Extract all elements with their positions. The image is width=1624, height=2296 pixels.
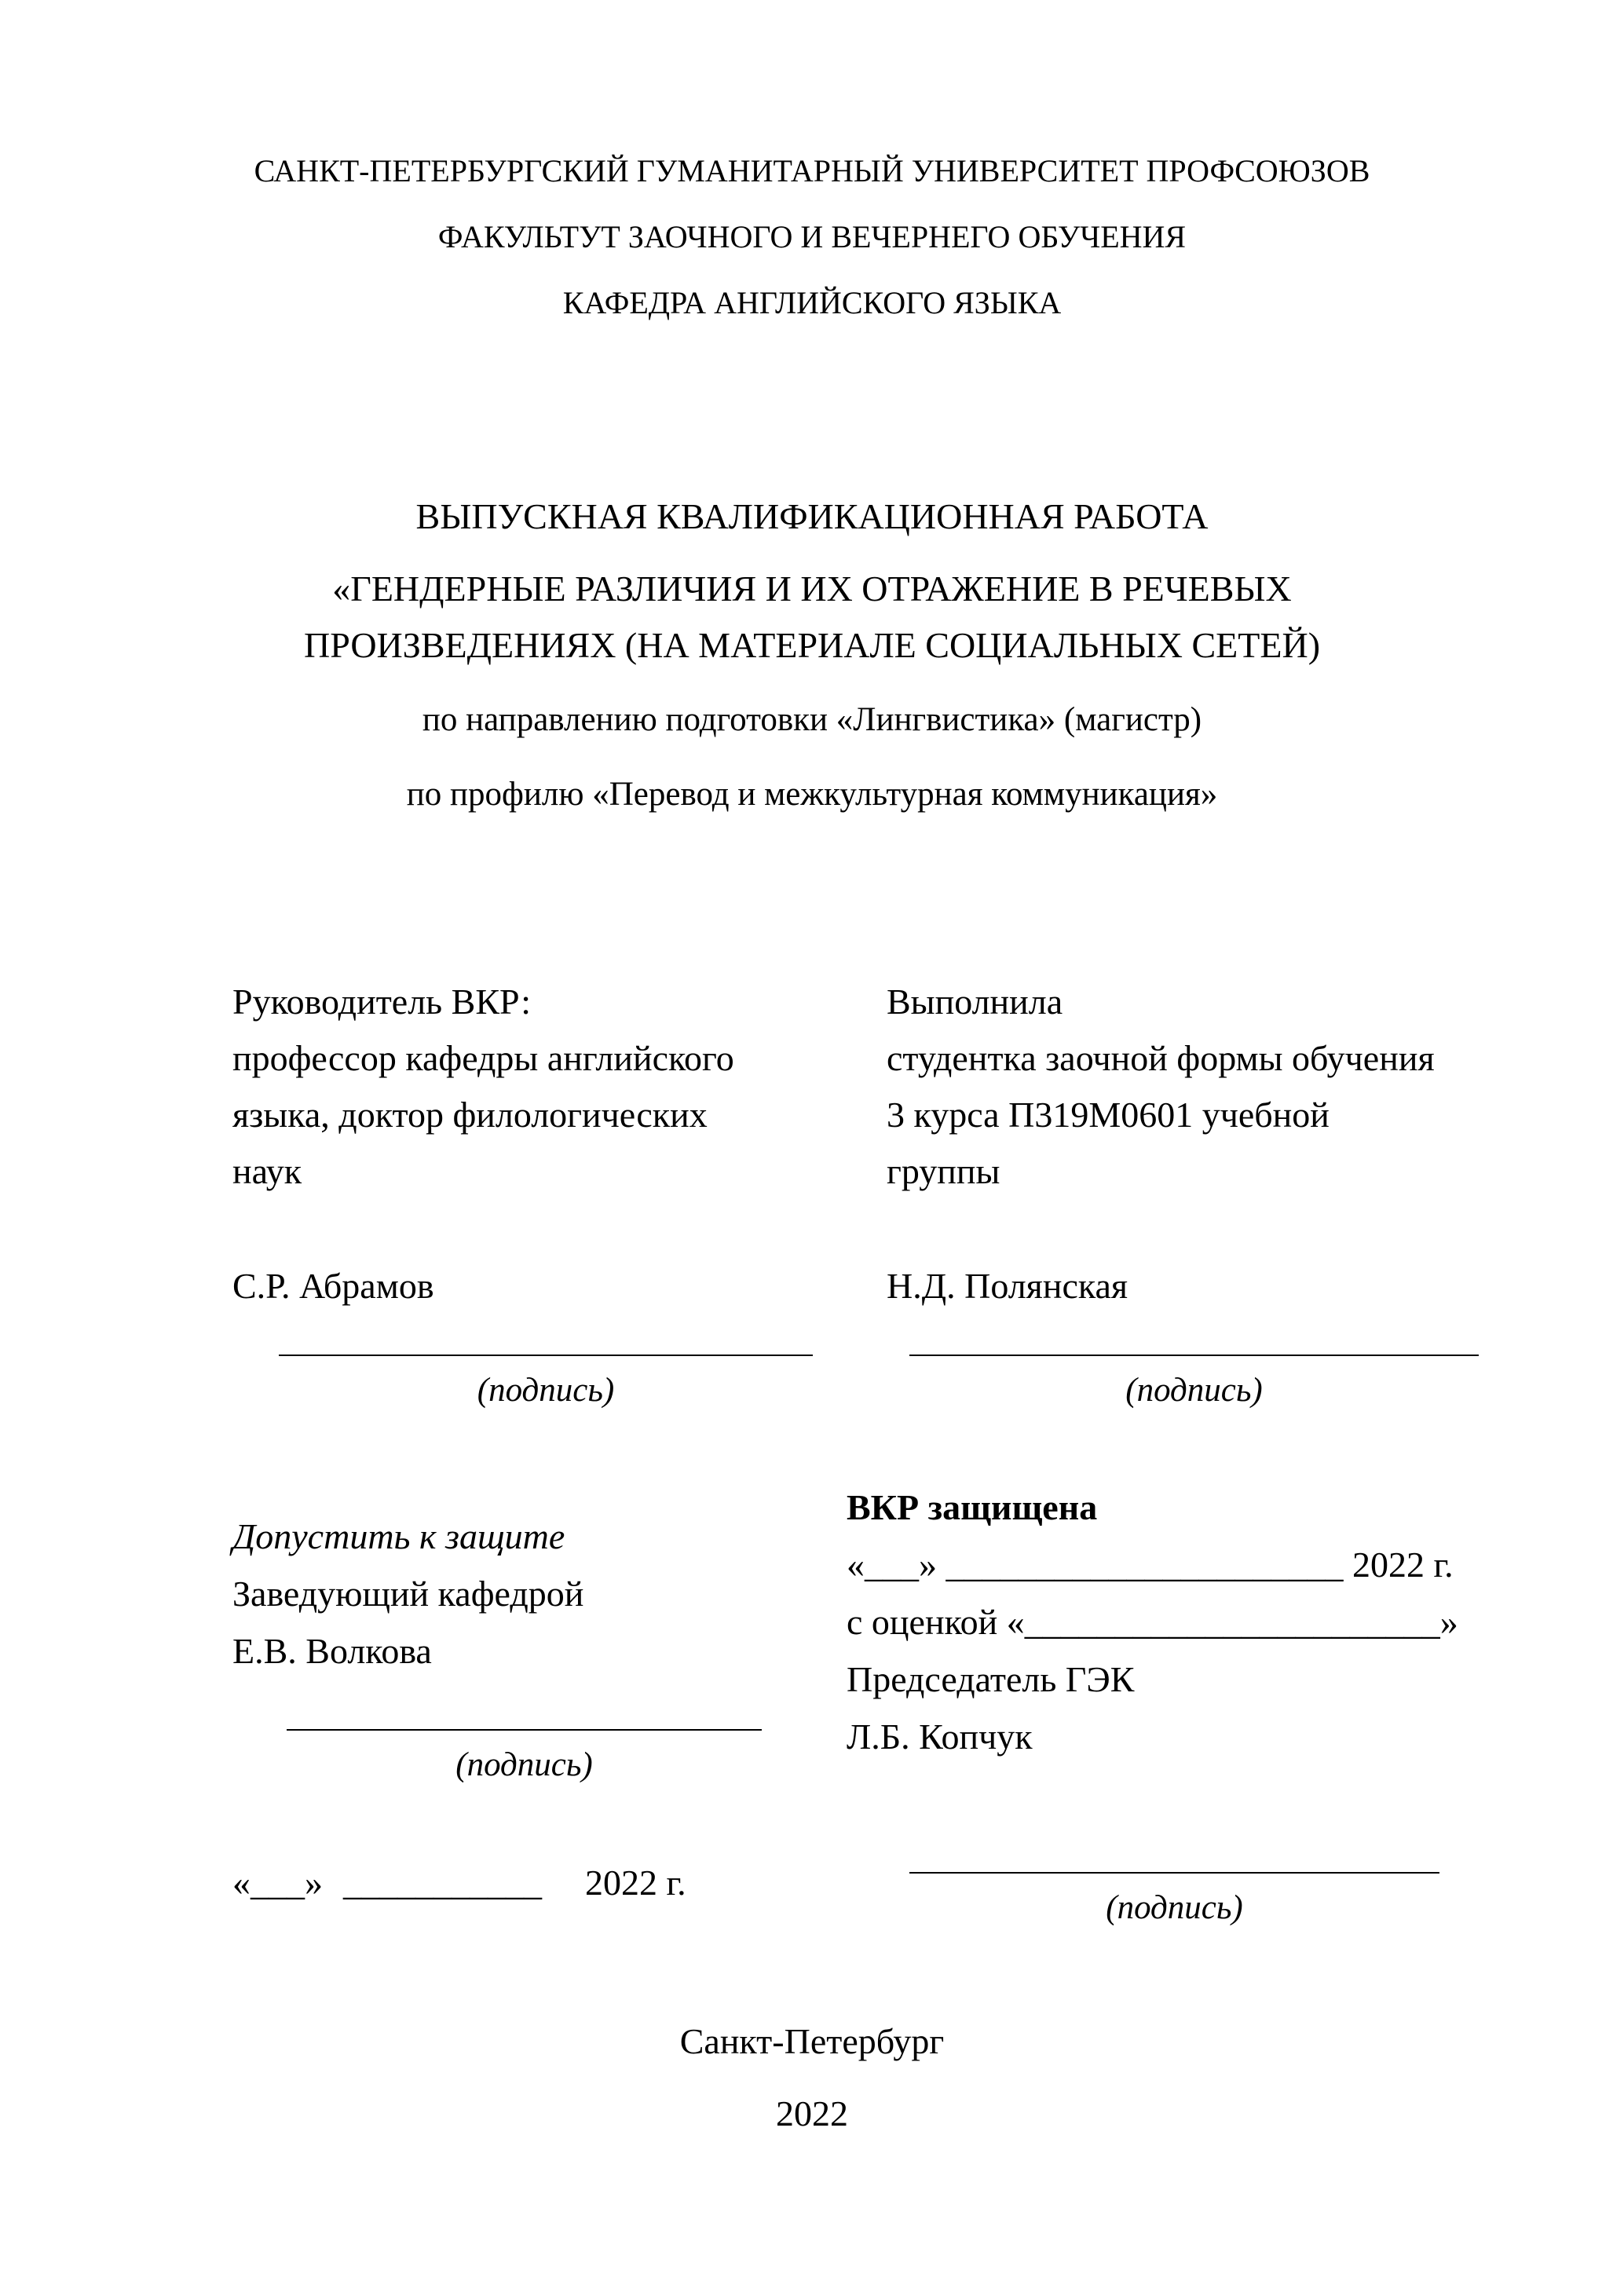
defense-date-line: «___» ______________________ 2022 г. [847,1545,1454,1585]
footer-city: Санкт-Петербург [679,2021,945,2061]
work-type-title: ВЫПУСКНАЯ КВАЛИФИКАЦИОННАЯ РАБОТА [415,496,1209,536]
footer-year: 2022 [776,2093,848,2133]
admission-date-day: «___» [232,1863,323,1903]
supervisor-name: С.Р. Абрамов [232,1266,434,1306]
defense-label: ВКР защищена [847,1487,1098,1527]
supervisor-position-line: профессор кафедры английского [232,1038,734,1078]
defense-chair-name: Л.Б. Копчук [847,1717,1033,1757]
defense-grade-line: с оценкой «_______________________» [847,1602,1458,1642]
department-name: КАФЕДРА АНГЛИЙСКОГО ЯЗЫКА [562,285,1062,320]
faculty-name: ФАКУЛЬТУТ ЗАОЧНОГО И ВЕЧЕРНЕГО ОБУЧЕНИЯ [437,219,1187,254]
admission-date-month: ___________ [343,1863,542,1903]
defense-chair-position: Председатель ГЭК [847,1659,1135,1699]
topic-line-1: «ГЕНДЕРНЫЕ РАЗЛИЧИЯ И ИХ ОТРАЖЕНИЕ В РЕЧЕВЫХ [332,569,1292,609]
admission-signature-caption: (подпись) [455,1746,593,1783]
student-details-line: 3 курса П319М0601 учебной [887,1095,1330,1135]
university-name: САНКТ-ПЕТЕРБУРГСКИЙ ГУМАНИТАРНЫЙ УНИВЕРСИТЕТ ПРОФСОЮЗОВ [254,153,1370,188]
student-name: Н.Д. Полянская [887,1266,1128,1306]
admission-name: Е.В. Волкова [232,1631,432,1671]
admission-signature-line [287,1729,762,1731]
supervisor-position-line: наук [232,1151,302,1191]
supervisor-signature-caption: (подпись) [477,1372,615,1409]
student-signature-caption: (подпись) [1125,1372,1263,1409]
defense-signature-line [909,1872,1439,1874]
admission-position: Заведующий кафедрой [232,1574,584,1614]
supervisor-signature-line [279,1355,813,1356]
admission-date-year: 2022 г. [585,1863,686,1903]
supervisor-position-line: языка, доктор филологических [232,1095,708,1135]
defense-signature-caption: (подпись) [1106,1889,1243,1926]
student-label: Выполнила [887,982,1063,1022]
topic-line-2: ПРОИЗВЕДЕНИЯХ (НА МАТЕРИАЛЕ СОЦИАЛЬНЫХ СЕТЕЙ) [303,625,1321,665]
profile-line: по профилю «Перевод и межкультурная коммуникация» [406,776,1218,813]
supervisor-label: Руководитель ВКР: [232,982,532,1022]
student-details-line: группы [887,1151,1000,1191]
admission-label: Допустить к защите [232,1516,565,1556]
student-signature-line [909,1355,1479,1356]
direction-line: по направлению подготовки «Лингвистика» (магистр) [422,701,1202,738]
student-details-line: студентка заочной формы обучения [887,1038,1435,1078]
